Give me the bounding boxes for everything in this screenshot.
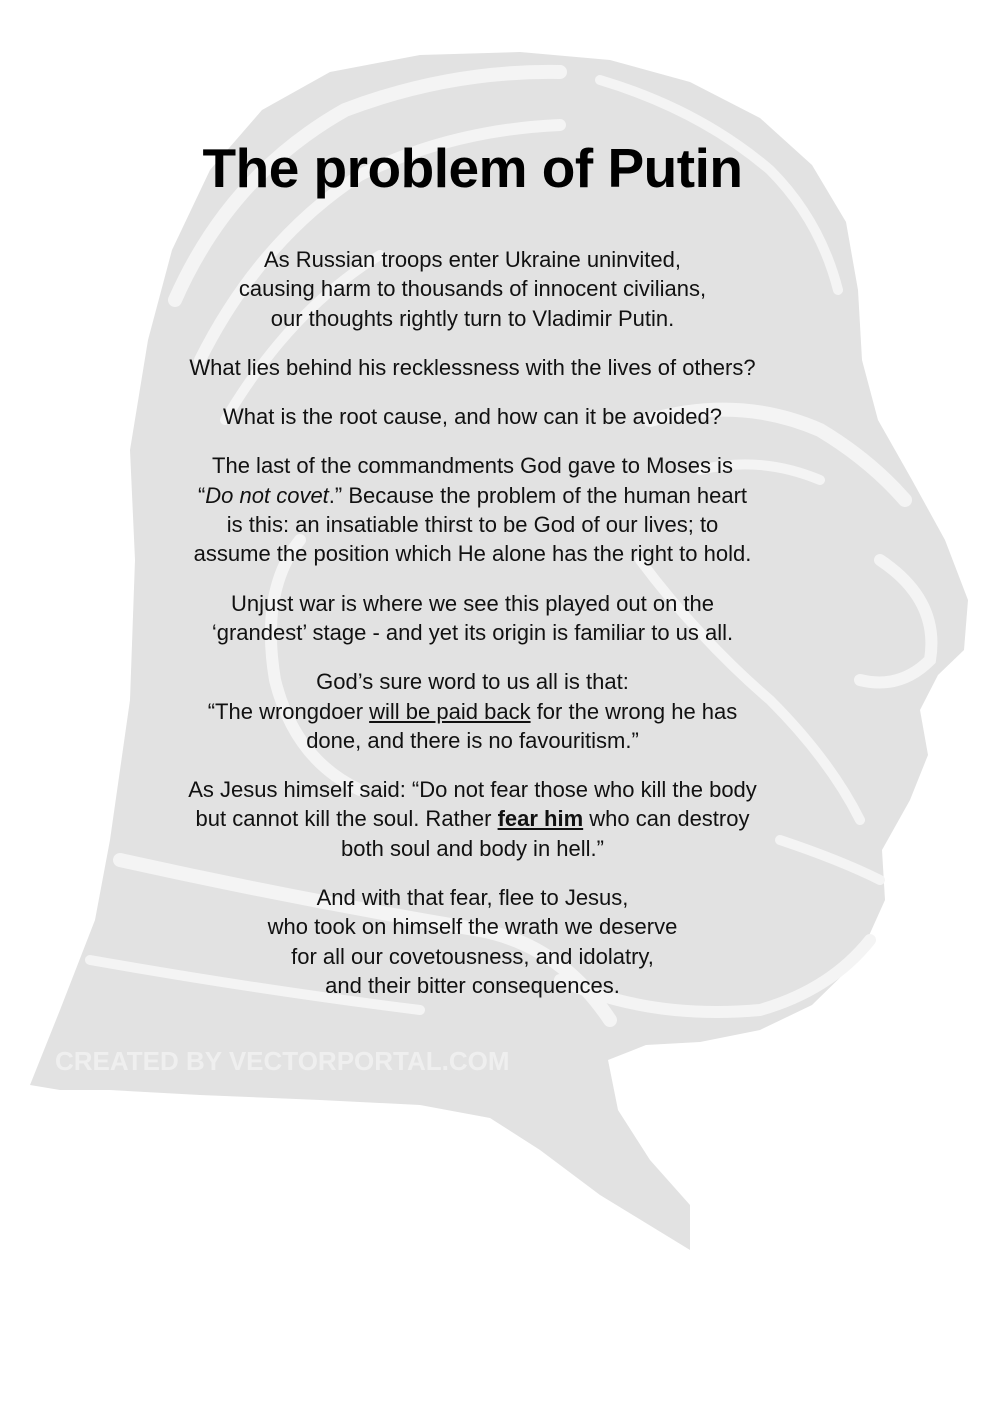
text-segment: “ [197,482,206,508]
text-line: As Russian troops enter Ukraine uninvited, [264,247,681,272]
text-segment: .” Because the problem of the human heart [328,482,748,508]
text-segment: for the wrong he has [530,698,738,724]
text-line: is this: an insatiable thirst to be God of our lives; to [226,512,719,538]
text-line: done, and there is no favouritism.” [306,727,639,753]
text-line [150,481,795,510]
text-line: who took on himself the wrath we deserve [267,914,678,940]
paragraph-jesus-said [150,775,795,863]
page-title: The problem of Putin [202,137,743,199]
paragraph-question-1 [150,353,795,382]
text-segment: who can destroy [583,806,750,832]
text-line: The last of the commandments God gave to Moses is [212,453,733,479]
text-segment: but cannot kill the soul. Rather [195,806,498,832]
paragraph-gods-word [150,667,795,755]
text-line: What lies behind his recklessness with the lives of others? [189,354,756,380]
text-line: for all our covetousness, and idolatry, [291,943,654,969]
text-line: assume the position which He alone has the right to hold. [193,541,752,567]
bold-underlined-phrase: fear him [497,806,584,832]
text-line: both soul and body in hell.” [341,835,604,861]
text-line: What is the root cause, and how can it be avoided? [223,404,722,430]
text-line [150,804,795,833]
text-line: God’s sure word to us all is that: [316,669,629,695]
paragraph-commandments [150,451,795,568]
text-line: As Jesus himself said: “Do not fear those who kill the body [188,777,757,803]
italic-quote-do-not-covet: Do not covet [205,482,329,508]
text-line: and their bitter consequences. [325,972,620,998]
text-line: And with that fear, flee to Jesus, [316,885,629,911]
paragraph-question-2 [150,402,795,431]
text-line: our thoughts rightly turn to Vladimir Putin. [270,305,675,331]
text-line [150,697,795,726]
text-segment: “The wrongdoer [207,698,370,724]
text-line: Unjust war is where we see this played out on the [230,590,715,616]
text-line: ‘grandest’ stage - and yet its origin is familiar to us all. [211,619,734,645]
text-line: causing harm to thousands of innocent civilians, [238,276,707,302]
paragraph-intro [150,245,795,333]
paragraph-unjust-war [150,589,795,648]
underlined-phrase: will be paid back [369,698,531,724]
paragraph-flee-to-jesus [150,883,795,1000]
watermark-text: CREATED BY VECTORPORTAL.COM [55,1046,510,1076]
article [150,138,795,1020]
